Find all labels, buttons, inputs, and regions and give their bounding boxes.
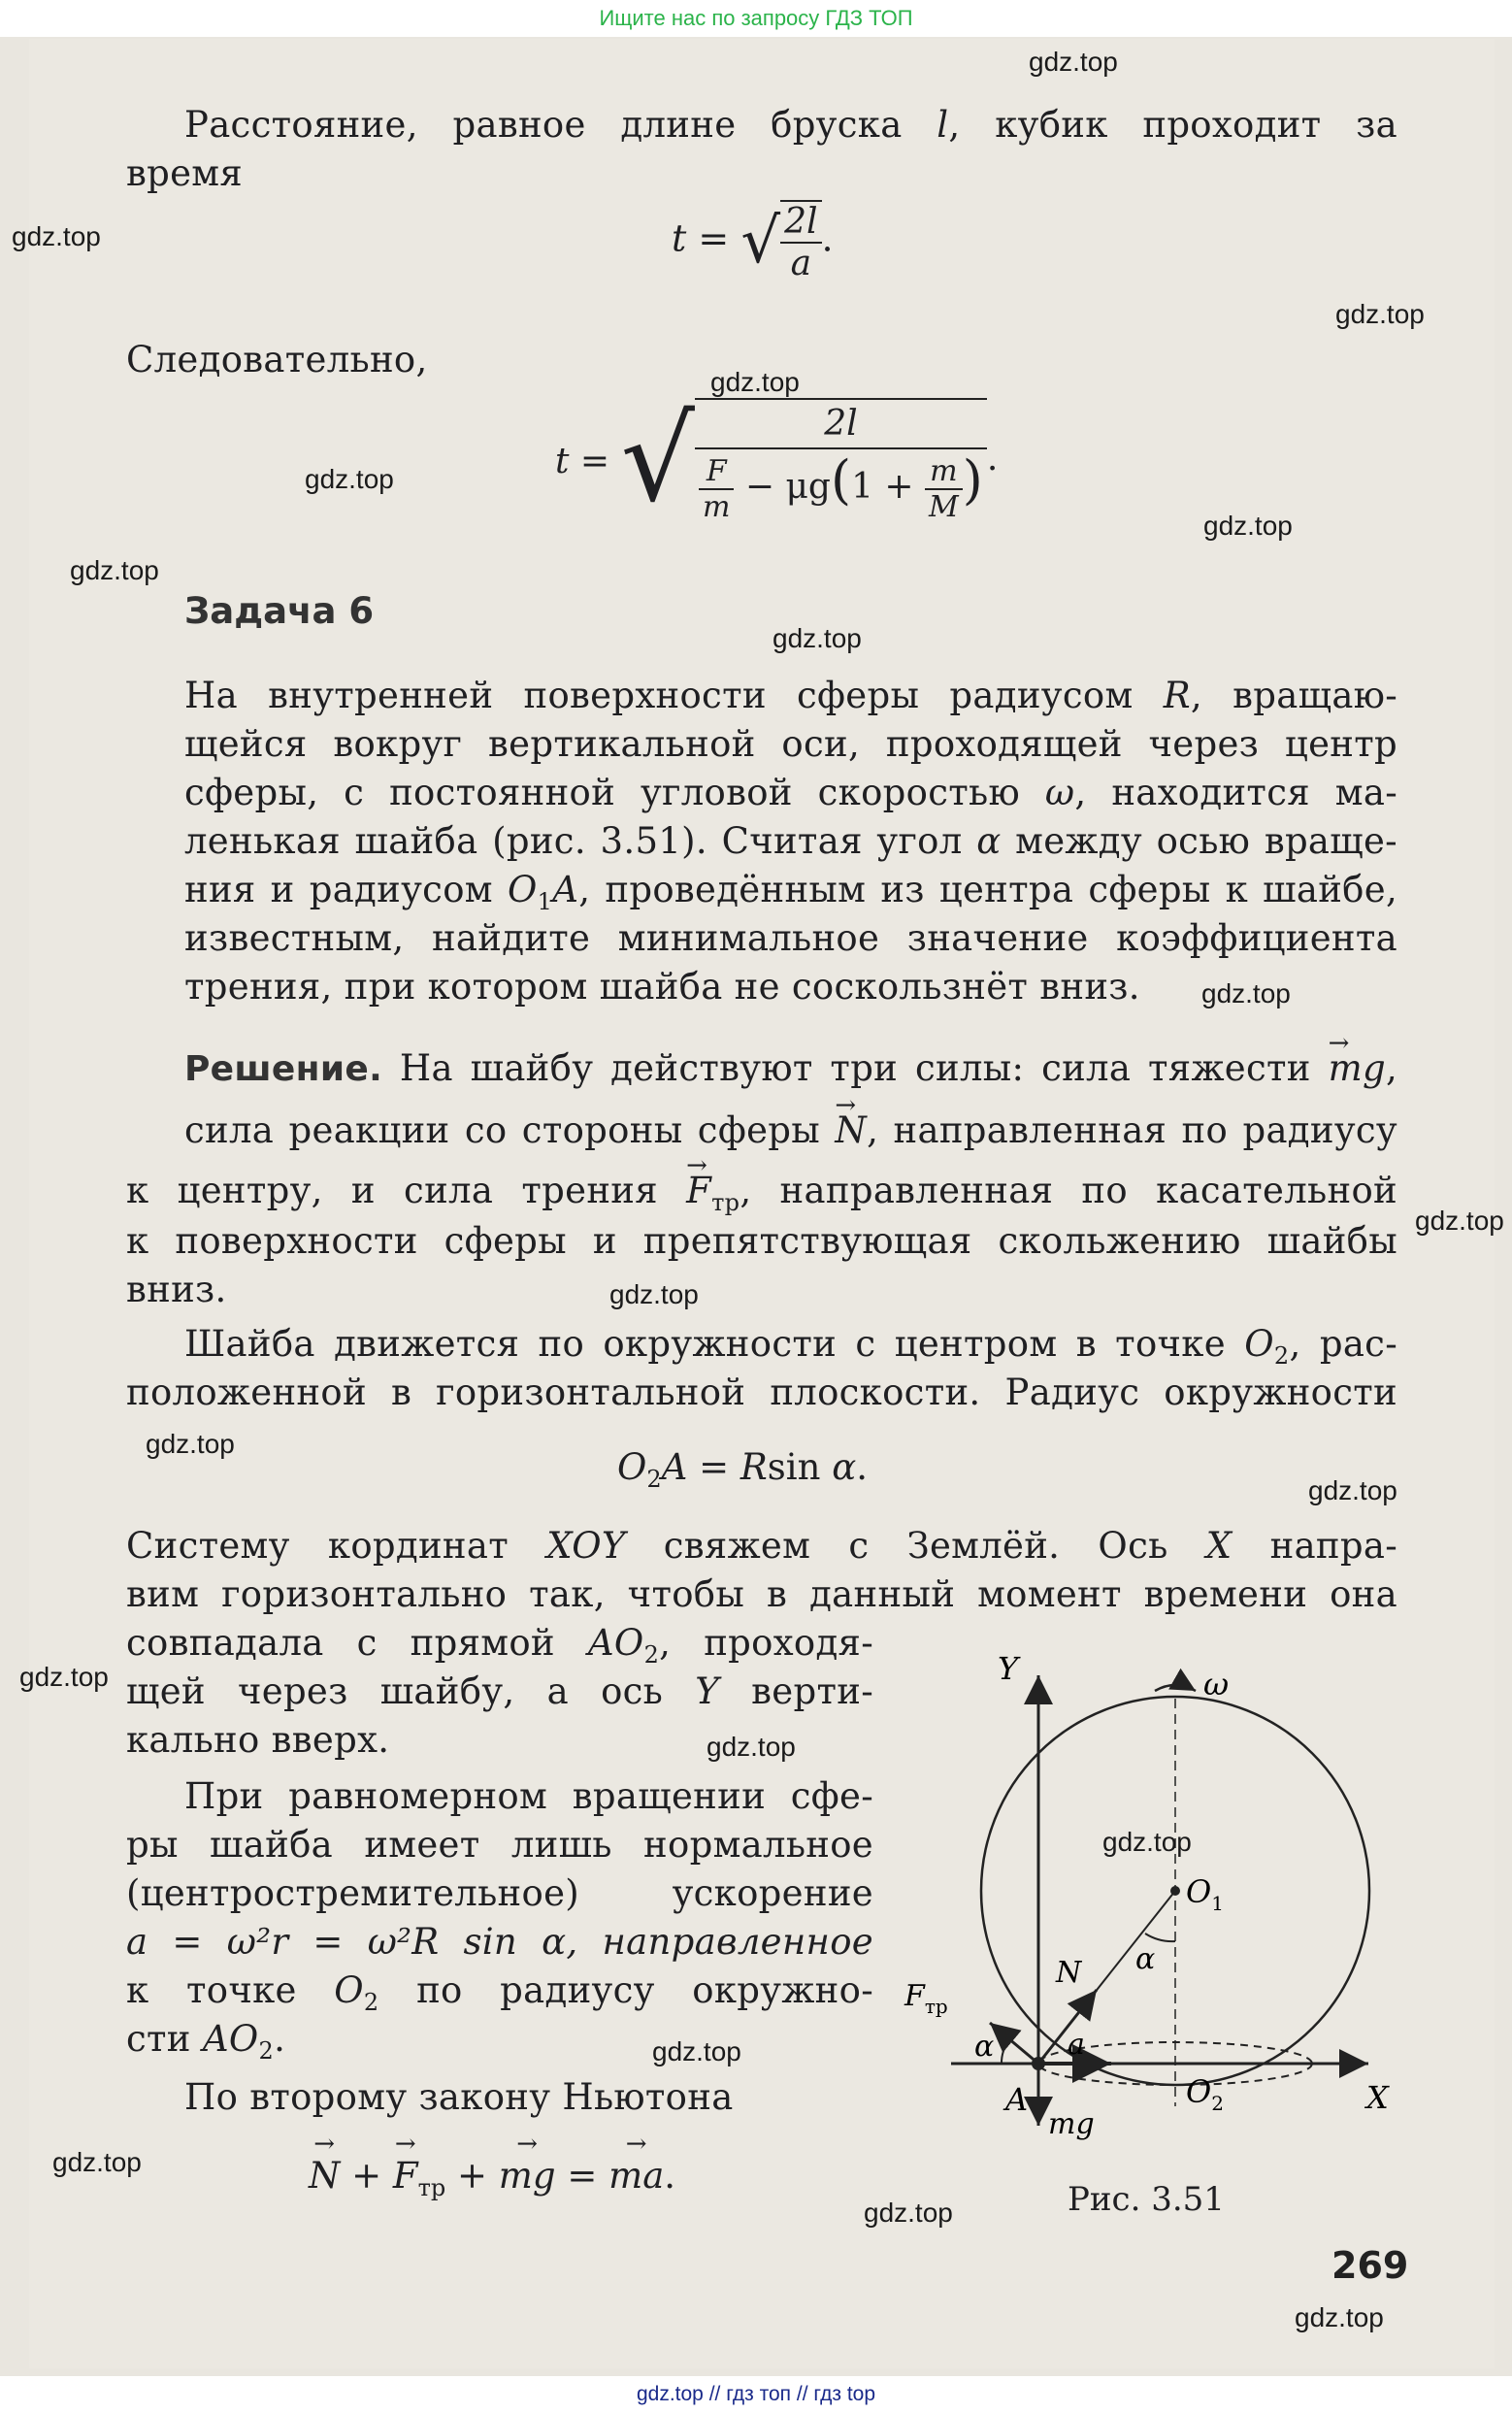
paragraph-4-line-4: a = ω²r = ω²R sin α, направленное	[126, 1921, 873, 1963]
solution-line-2: сила реакции со стороны сферы → N, направленная по радиусу	[184, 1107, 1397, 1155]
formula-time: t = √ $\frac{2l}{a}$ .	[672, 202, 834, 283]
watermark: gdz.top	[1029, 47, 1118, 77]
watermark: gdz.top	[1201, 978, 1291, 1008]
label-o1: $O_1$	[1186, 1873, 1224, 1915]
solution-line-1: Решение. На шайбу действуют три силы: сила тяжести → mg,	[184, 1044, 1397, 1094]
therefore-text: Следовательно,	[126, 339, 428, 380]
watermark: gdz.top	[652, 2036, 741, 2066]
vector-f-friction	[990, 2023, 1038, 2064]
paragraph-3-line-3: совпадала с прямой $AO_2$, проходя-	[126, 1622, 873, 1669]
watermark: gdz.top	[146, 1429, 235, 1459]
figure-sphere-diagram	[904, 1640, 1417, 2184]
task-line-5: ния и радиусом $O_1A$, проведённым из центра сферы к шайбе,	[184, 869, 1398, 915]
watermark: gdz.top	[1415, 1206, 1504, 1236]
paragraph-4-line-1: При равномерном вращении сфе-	[184, 1775, 873, 1817]
formula-newton: → N + → $F_{тр}$ + → mg = → ma.	[309, 2155, 675, 2201]
watermark: gdz.top	[1308, 1475, 1397, 1505]
omega-arrow	[1155, 1685, 1196, 1691]
center-o1-dot	[1170, 1886, 1180, 1896]
paragraph-4-line-3: (центростремительное) ускорение	[126, 1872, 873, 1914]
watermark: gdz.top	[1335, 299, 1425, 329]
angle-arc-a	[1002, 2040, 1009, 2064]
task-line-1: На внутренней поверхности сферы радиусом R, вращаю-	[184, 675, 1398, 716]
watermark: gdz.top	[1203, 511, 1293, 541]
page-number: 269	[1331, 2244, 1409, 2287]
label-alpha-a: α	[974, 2030, 995, 2064]
watermark: gdz.top	[772, 623, 862, 653]
label-y: Y	[998, 1650, 1019, 1687]
paragraph-3-line-4: щей через шайбу, а ось Y верти-	[126, 1670, 874, 1712]
task-line-4: ленькая шайба (рис. 3.51). Считая угол α между осью враще-	[184, 820, 1397, 862]
label-a-point: A	[1005, 2081, 1029, 2118]
label-omega: ω	[1203, 1666, 1230, 1702]
label-a-vec: a	[1068, 2028, 1085, 2062]
paragraph-2-line-2: положенной в горизонтальной плоскости. Радиус окружности	[126, 1372, 1397, 1413]
solution-line-4: к поверхности сферы и препятствующая скольжению шайбы	[126, 1220, 1397, 1262]
figure-caption: Рис. 3.51	[1068, 2180, 1225, 2219]
watermark: gdz.top	[1102, 1827, 1192, 1857]
paragraph-4-line-5: к точке $O_2$ по радиусу окружно-	[126, 1969, 873, 2016]
watermark: gdz.top	[12, 221, 101, 251]
label-x: X	[1366, 2079, 1389, 2116]
angle-arc-o1	[1145, 1934, 1175, 1941]
watermark: gdz.top	[1295, 2302, 1384, 2332]
task-line-2: щейся вокруг вертикальной оси, проходящей через центр	[184, 723, 1397, 765]
intro-line-2: время	[126, 152, 244, 194]
task-heading: Задача 6	[184, 590, 375, 632]
intro-line-1: Расстояние, равное длине бруска l, кубик проходит за	[184, 104, 1397, 146]
task-line-7: трения, при котором шайба не соскользнёт вниз.	[184, 966, 1140, 1008]
paragraph-3-line-1: Систему кординат XOY свяжем с Землёй. Ось X напра-	[126, 1525, 1398, 1567]
solution-line-5: вниз.	[126, 1269, 227, 1310]
paragraph-3-line-5: кально вверх.	[126, 1719, 390, 1761]
watermark: gdz.top	[52, 2147, 142, 2177]
paragraph-3-line-2: вим горизонтально так, чтобы в данный момент времени она	[126, 1573, 1397, 1615]
newton-law-text: По второму закону Ньютона	[184, 2076, 734, 2118]
top-banner[interactable]: Ищите нас по запросу ГДЗ ТОП	[0, 0, 1512, 37]
label-o2: $O_2$	[1186, 2073, 1224, 2115]
formula-radius: $O_2A = Rsin$ α.	[617, 1446, 868, 1493]
watermark: gdz.top	[707, 1732, 796, 1762]
paragraph-4-line-2: ры шайба имеет лишь нормальное	[126, 1824, 873, 1866]
bottom-banner[interactable]: gdz.top // гдз топ // гдз top	[0, 2376, 1512, 2413]
solution-line-3: к центру, и сила трения → $F_{тр}$, направленная по касательной	[126, 1167, 1397, 1227]
watermark: gdz.top	[70, 555, 159, 585]
task-line-6: известным, найдите минимальное значение коэффициента	[184, 917, 1397, 959]
watermark: gdz.top	[864, 2198, 953, 2228]
paragraph-2-line-1: Шайба движется по окружности с центром в точке $O_2$, рас-	[184, 1323, 1398, 1370]
task-line-3: сферы, с постоянной угловой скоростью ω, находится ма-	[184, 772, 1397, 813]
watermark: gdz.top	[19, 1662, 109, 1692]
label-f-tr: $F_{тр}$	[904, 1979, 948, 2018]
label-mg: mg	[1048, 2107, 1095, 2141]
watermark: gdz.top	[305, 464, 394, 494]
formula-time-final: t = √ 2l $\frac{F}{m}$ − μg(1 + $\frac{m}{M}$ ) .	[555, 393, 999, 528]
label-n: N	[1056, 1956, 1082, 1990]
watermark: gdz.top	[710, 367, 800, 397]
paragraph-4-line-6: сти $AO_2$.	[126, 2018, 286, 2065]
label-alpha-o1: α	[1135, 1942, 1156, 1976]
watermark: gdz.top	[609, 1279, 699, 1309]
